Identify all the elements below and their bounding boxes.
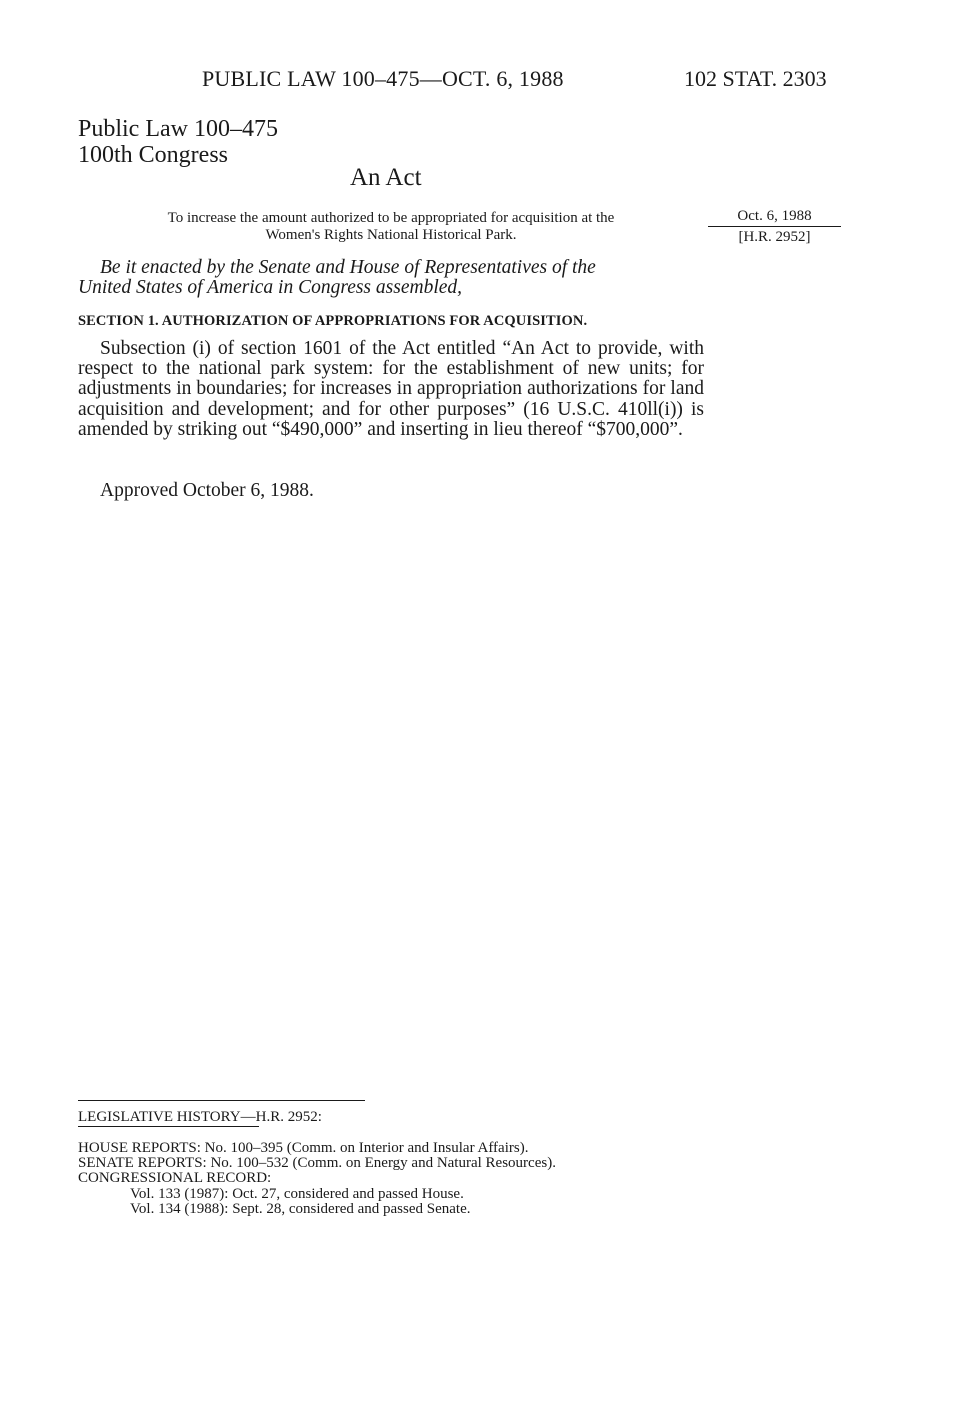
congressional-record-label: CONGRESSIONAL RECORD: <box>78 1170 272 1186</box>
enacting-clause-line: United States of America in Congress assembled, <box>78 277 463 298</box>
act-title: An Act <box>350 164 422 191</box>
approval-date: Approved October 6, 1988. <box>100 480 314 501</box>
footnote-divider <box>78 1100 365 1101</box>
congress-number: 100th Congress <box>78 142 228 168</box>
act-purpose-line: Women's Rights National Historical Park. <box>265 227 517 243</box>
margin-note <box>708 208 841 246</box>
congressional-record-vol-134: Vol. 134 (1988): Sept. 28, considered and passed Senate. <box>130 1201 471 1217</box>
running-head: PUBLIC LAW 100–475—OCT. 6, 1988 <box>202 66 564 91</box>
section-body: Subsection (i) of section 1601 of the Act entitled “An Act to provide, with respect to the national park system: for the establishment of new units; for adjustments in boundaries; for increases in appropriation authorizations for land acquisition and development; and for other purposes” (16 U.S.C. 410ll(i)) is amended by striking out “$490,000” and inserting in lieu thereof “$700,000”. <box>78 338 704 440</box>
public-law-number: Public Law 100–475 <box>78 116 278 142</box>
enacting-clause <box>78 258 704 298</box>
act-purpose <box>78 210 704 244</box>
statutes-page-reference: 102 STAT. 2303 <box>684 66 827 91</box>
house-reports: HOUSE REPORTS: No. 100–395 (Comm. on Interior and Insular Affairs). <box>78 1140 529 1156</box>
act-purpose-line: To increase the amount authorized to be appropriated for acquisition at the <box>167 210 615 226</box>
enacting-clause-line: Be it enacted by the Senate and House of Representatives of the <box>100 257 596 278</box>
congressional-record-vol-133: Vol. 133 (1987): Oct. 27, considered and passed House. <box>130 1186 464 1202</box>
margin-bill-number: [H.R. 2952] <box>738 229 811 245</box>
senate-reports: SENATE REPORTS: No. 100–532 (Comm. on Energy and Natural Resources). <box>78 1155 556 1171</box>
section-heading: SECTION 1. AUTHORIZATION OF APPROPRIATIONS FOR ACQUISITION. <box>78 313 588 329</box>
legislative-history-underline <box>78 1126 259 1127</box>
margin-date: Oct. 6, 1988 <box>708 208 841 227</box>
legislative-history-title: LEGISLATIVE HISTORY—H.R. 2952: <box>78 1109 322 1125</box>
